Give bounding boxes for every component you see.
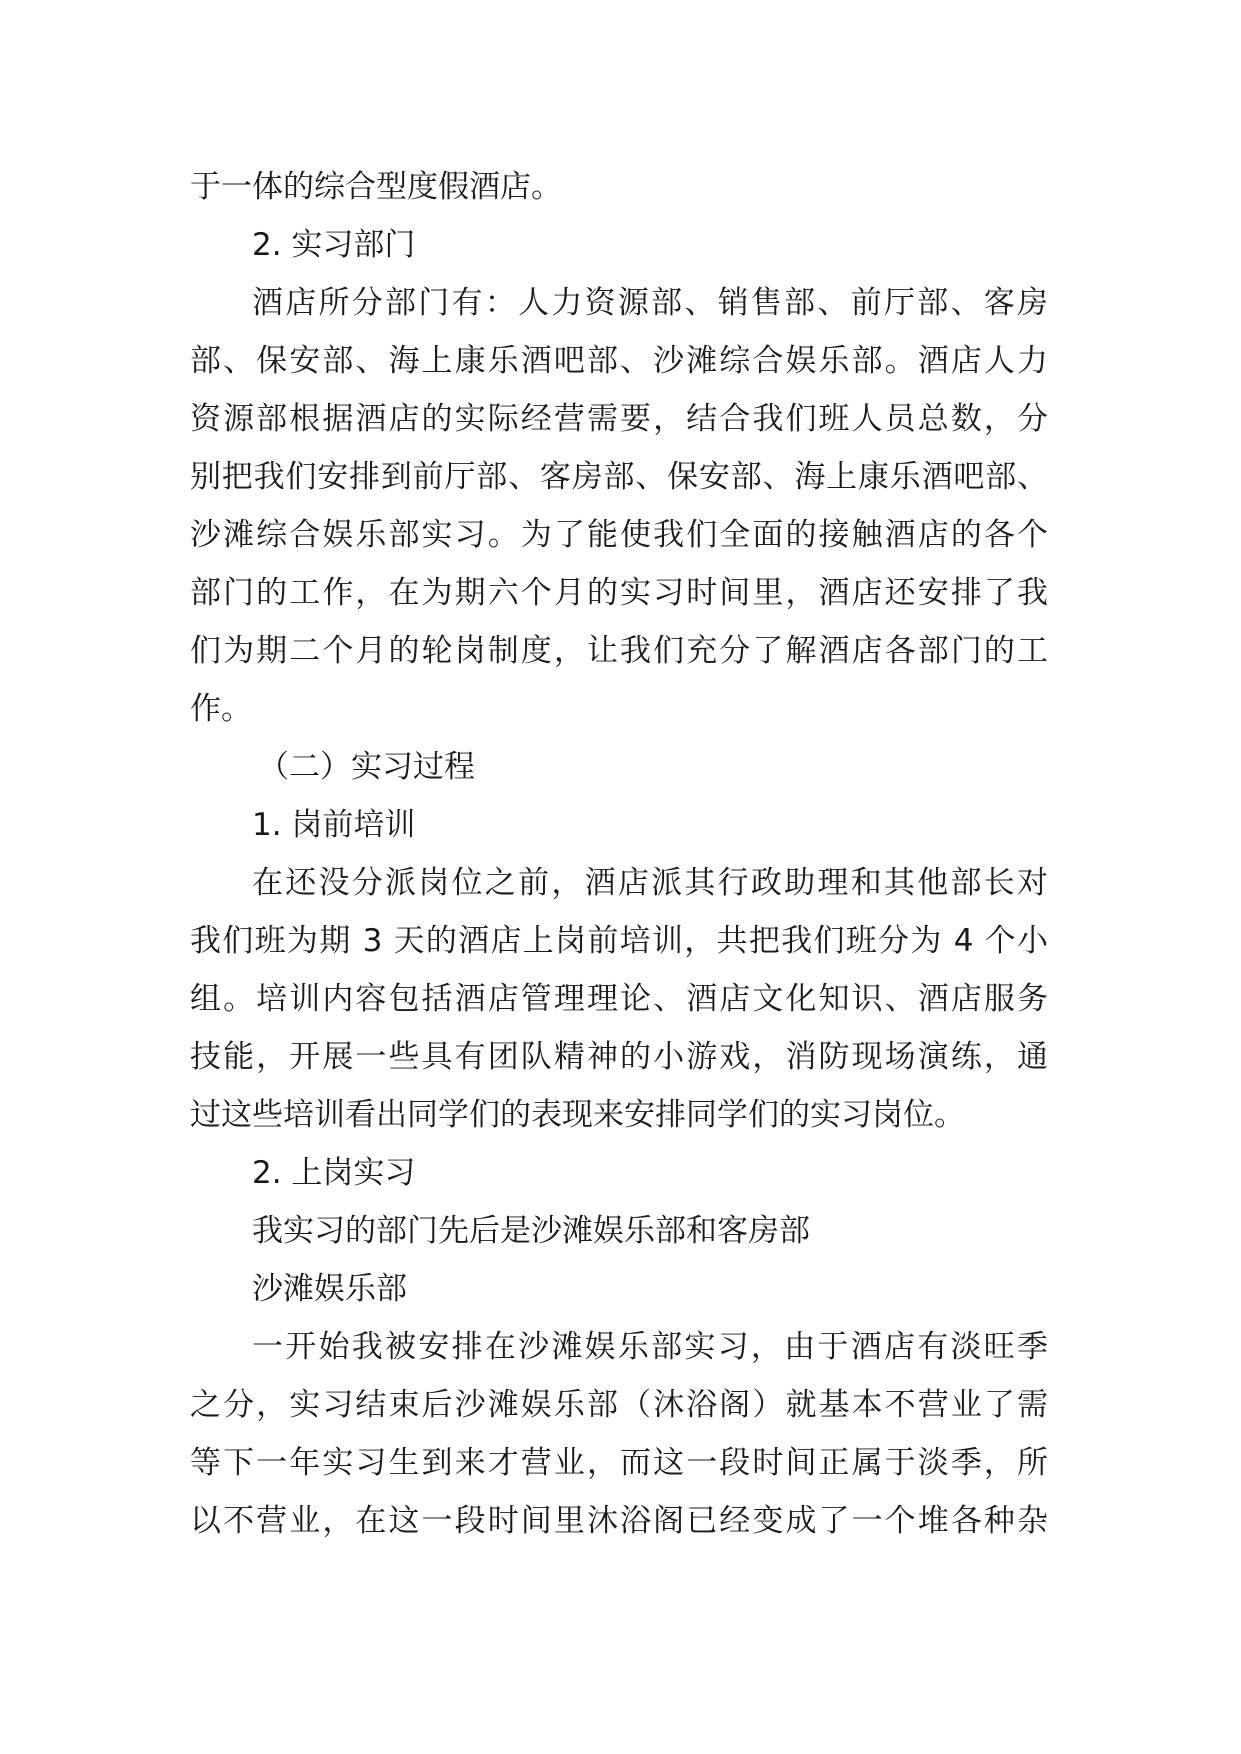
text-line: 等下一年实习生到来才营业，而这一段时间正属于淡季，所	[190, 1445, 1048, 1481]
text-line: 我们班为期 3 天的酒店上岗前培训，共把我们班分为 4 个小	[190, 923, 1048, 959]
text-line: 过这些培训看出同学们的表现来安排同学们的实习岗位。	[190, 1097, 965, 1133]
section-heading: （二）实习过程	[258, 749, 475, 785]
text-line: 沙滩综合娱乐部实习。为了能使我们全面的接触酒店的各个	[190, 517, 1048, 553]
text-line: 之分，实习结束后沙滩娱乐部（沐浴阁）就基本不营业了需	[190, 1387, 1048, 1423]
text-line: 在还没分派岗位之前，酒店派其行政助理和其他部长对	[252, 865, 1048, 901]
text-line: 部门的工作，在为期六个月的实习时间里，酒店还安排了我	[190, 575, 1048, 611]
text-line: 技能，开展一些具有团队精神的小游戏，消防现场演练，通	[190, 1039, 1048, 1075]
text-line: 我实习的部门先后是沙滩娱乐部和客房部	[252, 1213, 810, 1249]
text-line: 别把我们安排到前厅部、客房部、保安部、海上康乐酒吧部、	[190, 459, 1048, 495]
text-line: 资源部根据酒店的实际经营需要，结合我们班人员总数，分	[190, 401, 1048, 437]
section-heading: 2. 实习部门	[252, 227, 416, 263]
text-line: 酒店所分部门有：人力资源部、销售部、前厅部、客房	[252, 285, 1048, 321]
text-line: 作。	[190, 691, 252, 727]
section-heading: 2. 上岗实习	[252, 1155, 416, 1191]
section-heading: 1. 岗前培训	[252, 807, 416, 843]
text-line: 一开始我被安排在沙滩娱乐部实习，由于酒店有淡旺季	[252, 1329, 1048, 1365]
text-line: 部、保安部、海上康乐酒吧部、沙滩综合娱乐部。酒店人力	[190, 343, 1048, 379]
text-line: 以不营业，在这一段时间里沐浴阁已经变成了一个堆各种杂	[190, 1503, 1048, 1539]
text-line: 们为期二个月的轮岗制度，让我们充分了解酒店各部门的工	[190, 633, 1048, 669]
text-line: 于一体的综合型度假酒店。	[190, 169, 562, 205]
section-heading: 沙滩娱乐部	[252, 1271, 407, 1307]
text-line: 组。培训内容包括酒店管理理论、酒店文化知识、酒店服务	[190, 981, 1048, 1017]
